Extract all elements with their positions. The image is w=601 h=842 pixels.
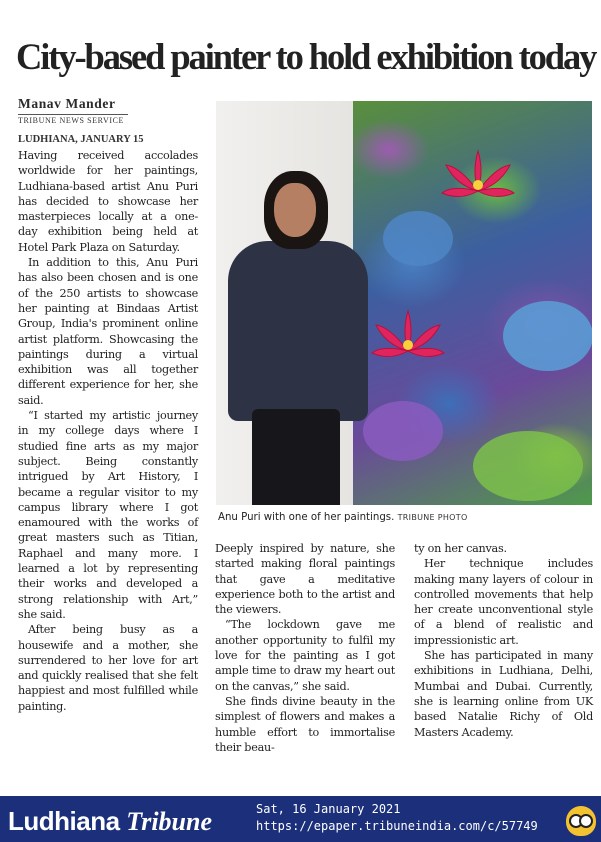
edition-info: [256, 801, 556, 835]
paragraph: She finds divine beauty in the simplest of flowers and makes a humble effort to immortalise their beau-: [215, 694, 395, 754]
dateline: LUDHIANA, JANUARY 15: [18, 134, 144, 145]
paragraph: Her technique includes making many layers of colour in controlled movements that help her create unconventional style of a blend of realistic and impressionistic art.: [414, 557, 593, 647]
paragraph: She has participated in many exhibitions in Ludhiana, Delhi, Mumbai and Dubai. Currently, she is learning online from UK based Natalie Richy of Old Masters Academy.: [414, 649, 593, 739]
paragraph: After being busy as a housewife and a mother, she surrendered to her love for art and quickly realised that she felt happiest and most fulfilled while painting.: [18, 623, 198, 713]
paragraph: Having received accolades worldwide for her paintings, Ludhiana-based artist Anu Puri has decided to showcase her masterpieces locally at a one-day exhibition being held at Hotel Park Plaza on Saturday.: [18, 149, 198, 254]
paragraph: In addition to this, Anu Puri has also been chosen and is one of the 250 artists to showcase her painting at Bindaas Artist Group, India's prominent online artist platform. Showcasing the paintings during a virtual exhibition was all together different experience for her, she said.: [18, 256, 198, 407]
photo-caption: [218, 512, 592, 523]
article-column-3: [414, 541, 593, 740]
byline: Manav Mander: [18, 96, 116, 111]
epaper-url[interactable]: https://epaper.tribuneindia.com/c/57749: [256, 819, 538, 833]
photo-credit: TRIBUNE PHOTO: [397, 513, 468, 522]
edition-date: Sat, 16 January 2021: [256, 802, 401, 816]
lotus-flower-icon: [368, 301, 448, 371]
paragraph: ty on her canvas.: [414, 542, 507, 555]
person-face: [274, 183, 316, 237]
news-service: TRIBUNE NEWS SERVICE: [18, 114, 128, 125]
lotus-painting: [353, 101, 592, 505]
owl-icon: [566, 806, 596, 836]
headline: City-based painter to hold exhibition today: [16, 36, 596, 77]
caption-text: Anu Puri with one of her paintings.: [218, 512, 395, 523]
lotus-flower-icon: [438, 141, 518, 211]
brand-city: Ludhiana: [8, 806, 120, 836]
article-column-1: [18, 148, 198, 714]
paragraph: “I started my artistic journey in my college days where I studied fine arts as my major subject. Being constantly intrigued by Art History, I became a regular visitor to my campus library where I got enamoured with the works of great masters such as Titian, Raphael and many more. I learned a lot by representing their works and developed a strong relationship with Art,” she said.: [18, 409, 198, 621]
article-photo: [216, 101, 592, 505]
paragraph: “The lockdown gave me another opportunity to fulfil my love for the painting as I got ample time to draw my heart out on the canvas,” she said.: [215, 618, 395, 693]
person-trousers: [252, 409, 340, 505]
masthead-logo: [8, 806, 212, 837]
brand-name: Tribune: [126, 807, 213, 836]
person-sweater: [228, 241, 368, 421]
article-column-2: [215, 541, 395, 755]
paragraph: Deeply inspired by nature, she started making floral paintings that gave a meditative experience both to the artist and the viewers.: [215, 542, 395, 617]
